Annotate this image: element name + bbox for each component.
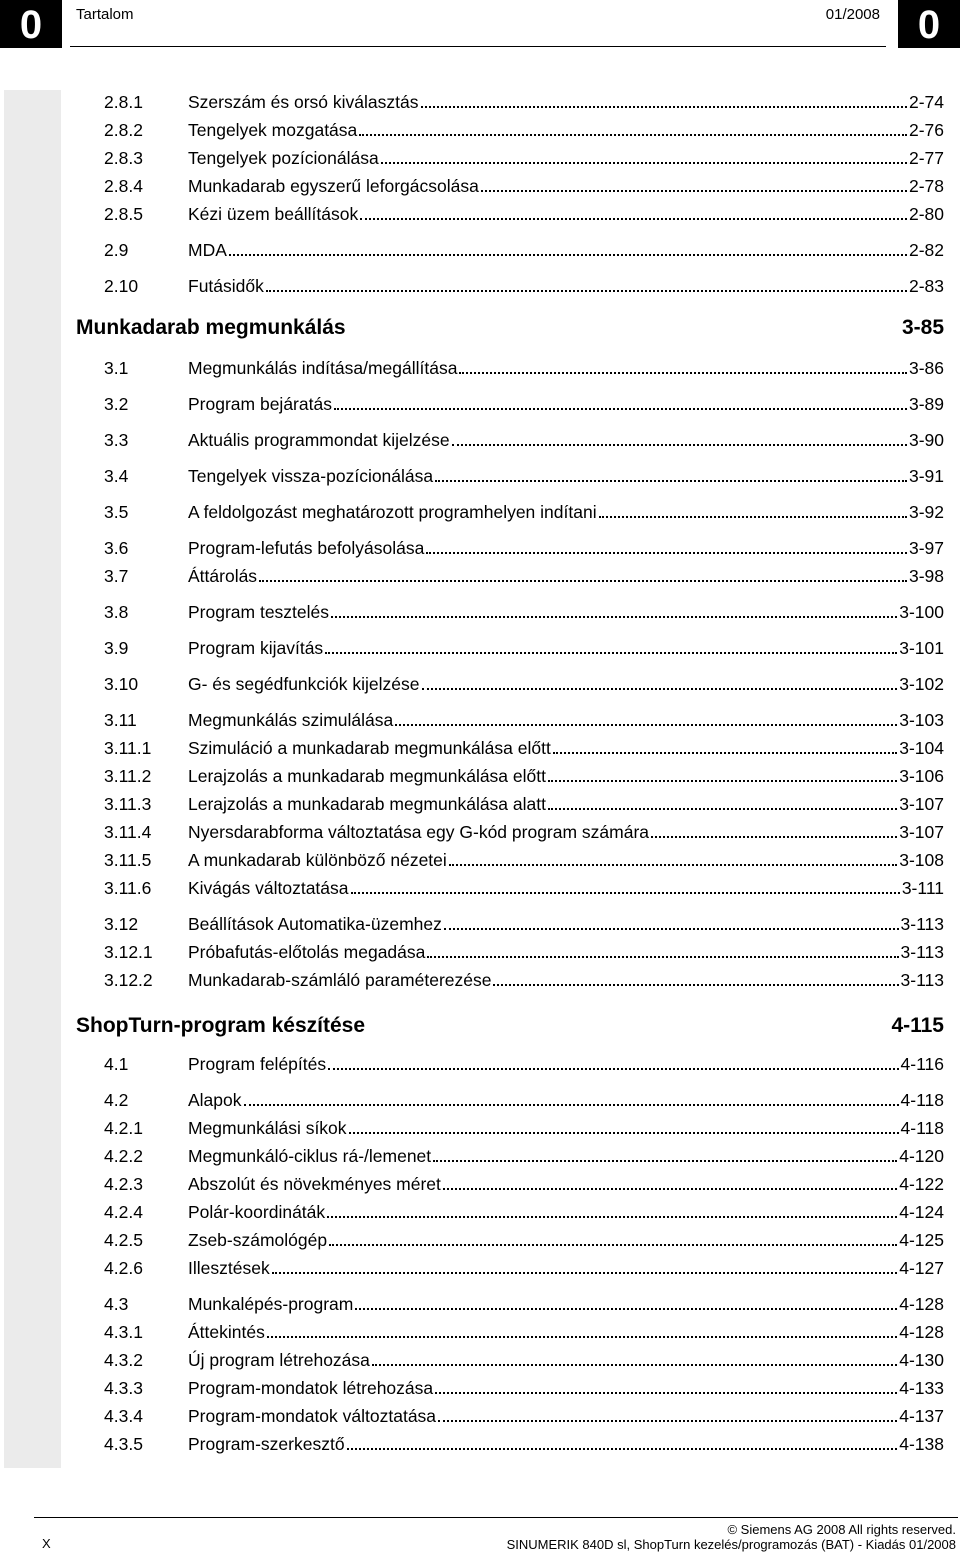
toc-entry[interactable]	[76, 1114, 944, 1142]
toc-entry-page: 3-101	[899, 638, 944, 658]
toc-entry-page: 3-102	[899, 674, 944, 694]
toc-entry-number: 3.11.2	[104, 766, 152, 786]
toc-entry-number: 3.12.2	[104, 970, 153, 990]
toc-entry-line	[188, 794, 944, 815]
toc-dot-leader	[493, 984, 898, 986]
toc-entry-page: 3-100	[899, 602, 944, 622]
toc-entry-line	[188, 1090, 944, 1111]
toc-entry-number: 3.6	[104, 538, 129, 558]
toc-entry-number: 2.8.5	[104, 204, 143, 224]
header-date: 01/2008	[825, 6, 880, 23]
toc-entry-title: Zseb-számológép	[188, 1230, 328, 1250]
toc-entry[interactable]	[76, 236, 944, 264]
toc-entry-line	[188, 822, 944, 843]
toc-entry-page: 4-116	[900, 1054, 944, 1074]
toc-entry-page: 4-130	[899, 1350, 944, 1370]
toc-entry-page: 4-125	[899, 1230, 944, 1250]
toc-entry-number: 2.8.4	[104, 176, 143, 196]
toc-entry-number: 4.2.2	[104, 1146, 143, 1166]
header-title: Tartalom	[76, 6, 134, 23]
toc-dot-leader	[272, 1272, 898, 1274]
toc-entry-page: 2-78	[908, 176, 944, 196]
toc-entry-number: 3.11.3	[104, 794, 152, 814]
toc-entry-line	[188, 850, 944, 871]
toc-entry-number: 3.1	[104, 358, 129, 378]
toc-entry-page: 3-108	[899, 850, 944, 870]
toc-entry-number: 4.3.4	[104, 1406, 143, 1426]
toc-entry[interactable]	[76, 1226, 944, 1254]
toc-entry[interactable]	[76, 1318, 944, 1346]
toc-dot-leader	[443, 1188, 897, 1190]
toc-dot-leader	[395, 724, 897, 726]
toc-entry[interactable]	[76, 938, 944, 966]
toc-entry-number: 2.8.2	[104, 120, 143, 140]
toc-entry-title: Program felépítés	[188, 1054, 327, 1074]
toc-entry-number: 4.3.2	[104, 1350, 143, 1370]
toc-entry[interactable]	[76, 562, 944, 590]
toc-entry-number: 2.8.1	[104, 92, 143, 112]
toc-entry-page: 3-107	[899, 794, 944, 814]
toc-entry-number: 3.11	[104, 710, 137, 730]
toc-dot-leader	[267, 1336, 897, 1338]
toc-entry-title: Alapok	[188, 1090, 242, 1110]
toc-entry-number: 3.12.1	[104, 942, 153, 962]
side-margin-bar	[4, 90, 61, 1468]
toc-entry-line	[188, 914, 944, 935]
toc-entry-page: 3-98	[908, 566, 944, 586]
toc-entry-line	[188, 92, 944, 113]
toc-entry-line	[188, 970, 944, 991]
toc-entry[interactable]	[76, 1290, 944, 1318]
toc-entry-line	[188, 1174, 944, 1195]
toc-entry-page: 2-83	[908, 276, 944, 296]
toc-entry-number: 4.3.3	[104, 1378, 143, 1398]
toc-entry[interactable]	[76, 1142, 944, 1170]
toc-entry-number: 3.7	[104, 566, 129, 586]
toc-entry-title: Program-mondatok változtatása	[188, 1406, 437, 1426]
toc-entry-line	[188, 1146, 944, 1167]
toc-entry-number: 3.11.4	[104, 822, 152, 842]
toc-dot-leader	[553, 752, 897, 754]
toc-entry-page: 4-118	[900, 1090, 944, 1110]
toc-entry-title: Program-lefutás befolyásolása	[188, 538, 425, 558]
toc-entry-line	[188, 502, 944, 523]
toc-entry-title: Tengelyek vissza-pozícionálása	[188, 466, 434, 486]
toc-entry[interactable]	[76, 846, 944, 874]
toc-entry-page: 3-89	[908, 394, 944, 414]
toc-entry-page: 2-76	[908, 120, 944, 140]
toc-entry[interactable]	[76, 426, 944, 454]
toc-entry[interactable]	[76, 116, 944, 144]
toc-entry[interactable]	[76, 706, 944, 734]
toc-entry-title: Szerszám és orsó kiválasztás	[188, 92, 419, 112]
toc-entry-page: 2-80	[908, 204, 944, 224]
toc-dot-leader	[422, 688, 898, 690]
toc-entry-title: Tengelyek pozícionálása	[188, 148, 379, 168]
toc-dot-leader	[449, 864, 897, 866]
toc-entry[interactable]	[76, 790, 944, 818]
toc-entry[interactable]	[76, 734, 944, 762]
toc-entry-number: 3.4	[104, 466, 129, 486]
toc-entry-title: Program-szerkesztő	[188, 1434, 345, 1454]
toc-entry-page: 3-111	[901, 878, 944, 898]
toc-entry[interactable]	[76, 818, 944, 846]
toc-entry-title: Illesztések	[188, 1258, 270, 1278]
toc-entry-line	[188, 1350, 944, 1371]
toc-chapter-heading[interactable]	[76, 1014, 944, 1038]
toc-entry-number: 3.9	[104, 638, 129, 658]
toc-entry-line	[188, 878, 944, 899]
toc-entry-title: Megmunkálás indítása/megállítása	[188, 358, 458, 378]
toc-entry[interactable]	[76, 1254, 944, 1282]
toc-entry-title: Megmunkáló-ciklus rá-/lemenet	[188, 1146, 432, 1166]
toc-entry-number: 3.8	[104, 602, 129, 622]
toc-entry[interactable]	[76, 670, 944, 698]
toc-dot-leader	[329, 1244, 897, 1246]
toc-dot-leader	[427, 956, 898, 958]
toc-entry[interactable]	[76, 498, 944, 526]
toc-dot-leader	[651, 836, 897, 838]
toc-entry-line	[188, 766, 944, 787]
toc-entry-number: 4.1	[104, 1054, 129, 1074]
toc-entry[interactable]	[76, 762, 944, 790]
toc-entry-page: 3-104	[899, 738, 944, 758]
toc-entry-title: Új program létrehozása	[188, 1350, 370, 1370]
toc-entry-page: 4-118	[900, 1118, 944, 1138]
toc-dot-leader	[327, 1216, 897, 1218]
toc-entry-page: 3-86	[908, 358, 944, 378]
toc-entry-number: 4.2.4	[104, 1202, 143, 1222]
toc-dot-leader	[331, 616, 897, 618]
toc-dot-leader	[433, 1160, 897, 1162]
toc-entry-line	[188, 1294, 944, 1315]
toc-dot-leader	[334, 408, 907, 410]
toc-entry-title: A feldolgozást meghatározott programhelyen indítani	[188, 502, 597, 522]
toc-entry-number: 3.2	[104, 394, 129, 414]
toc-entry-line	[188, 538, 944, 559]
toc-entry[interactable]	[76, 598, 944, 626]
toc-dot-leader	[328, 1068, 898, 1070]
toc-entry-number: 3.10	[104, 674, 139, 694]
toc-entry-page: 3-90	[908, 430, 944, 450]
toc-entry-title: A munkadarab különböző nézetei	[188, 850, 447, 870]
toc-entry-page: 3-92	[908, 502, 944, 522]
toc-entry-number: 3.3	[104, 430, 129, 450]
toc-dot-leader	[351, 892, 900, 894]
toc-entry[interactable]	[76, 874, 944, 902]
header-rule	[70, 46, 886, 47]
toc-entry[interactable]	[76, 1198, 944, 1226]
toc-dot-leader	[426, 552, 907, 554]
toc-dot-leader	[548, 780, 897, 782]
toc-entry-line	[188, 1118, 944, 1139]
toc-dot-leader	[381, 162, 907, 164]
toc-entry-number: 2.9	[104, 240, 129, 260]
toc-chapter-heading[interactable]	[76, 316, 944, 340]
toc-entry[interactable]	[76, 354, 944, 382]
toc-entry[interactable]	[76, 1430, 944, 1458]
toc-entry[interactable]	[76, 966, 944, 994]
toc-entry-title: Áttekintés	[188, 1322, 265, 1342]
toc-entry-line	[188, 674, 944, 695]
toc-entry-number: 3.12	[104, 914, 139, 934]
toc-entry-title: Beállítások Automatika-üzemhez	[188, 914, 442, 934]
toc-entry-number: 2.8.3	[104, 148, 143, 168]
toc-entry-number: 4.2	[104, 1090, 129, 1110]
toc-entry-line	[188, 276, 944, 297]
toc-entry-line	[188, 1434, 944, 1455]
toc-dot-leader	[325, 652, 897, 654]
toc-dot-leader	[347, 1448, 898, 1450]
toc-entry-title: Megmunkálási síkok	[188, 1118, 347, 1138]
toc-dot-leader	[359, 134, 907, 136]
toc-entry-number: 2.10	[104, 276, 139, 296]
toc-entry-title: Futásidők	[188, 276, 264, 296]
toc-dot-leader	[599, 516, 907, 518]
footer-rule	[34, 1517, 958, 1518]
toc-entry-title: Munkadarab-számláló paraméterezése	[188, 970, 492, 990]
toc-entry-title: MDA	[188, 240, 227, 260]
toc-dot-leader	[435, 480, 907, 482]
toc-entry-page: 2-82	[908, 240, 944, 260]
toc-entry-number: 4.2.3	[104, 1174, 143, 1194]
toc-entry-page: 3-113	[900, 970, 944, 990]
toc-entry-page: 4-128	[899, 1322, 944, 1342]
toc-entry-line	[188, 176, 944, 197]
toc-entry-line	[188, 1054, 944, 1075]
toc-entry-number: 4.3.5	[104, 1434, 143, 1454]
toc-entry[interactable]	[76, 1346, 944, 1374]
toc-dot-leader	[266, 290, 907, 292]
toc-entry-line	[188, 204, 944, 225]
toc-entry[interactable]	[76, 910, 944, 938]
toc-entry-title: Munkalépés-program	[188, 1294, 354, 1314]
toc-entry-page: 4-127	[899, 1258, 944, 1278]
toc-entry-number: 3.11.6	[104, 878, 152, 898]
toc-entry[interactable]	[76, 200, 944, 228]
toc-entry[interactable]	[76, 144, 944, 172]
toc-dot-leader	[459, 372, 907, 374]
toc-entry-number: 4.3	[104, 1294, 129, 1314]
toc-entry-title: Kivágás változtatása	[188, 878, 349, 898]
toc-entry-line	[188, 1202, 944, 1223]
toc-entry-line	[188, 942, 944, 963]
toc-entry-title: Program tesztelés	[188, 602, 330, 622]
toc-entry-line	[188, 148, 944, 169]
toc-entry[interactable]	[76, 1402, 944, 1430]
toc-entry-line	[188, 358, 944, 379]
toc-entry-page: 3-97	[908, 538, 944, 558]
toc-entry-line	[188, 738, 944, 759]
footer-copyright: © Siemens AG 2008 All rights reserved.	[727, 1522, 956, 1537]
toc-dot-leader	[244, 1104, 899, 1106]
toc-entry-page: 2-77	[908, 148, 944, 168]
toc-entry-title: Program-mondatok létrehozása	[188, 1378, 434, 1398]
toc-entry-page: 4-133	[899, 1378, 944, 1398]
toc-entry-number: 3.11.5	[104, 850, 152, 870]
toc-entry[interactable]	[76, 462, 944, 490]
toc-chapter-page: 4-115	[891, 1014, 944, 1037]
toc-chapter-title: ShopTurn-program készítése	[76, 1014, 365, 1037]
toc-entry-page: 4-128	[899, 1294, 944, 1314]
toc-entry-number: 4.3.1	[104, 1322, 143, 1342]
toc-entry-line	[188, 638, 944, 659]
toc-entry-page: 3-103	[899, 710, 944, 730]
chapter-number-box-left: 0	[0, 0, 62, 48]
toc-entry[interactable]	[76, 534, 944, 562]
footer-document-title: SINUMERIK 840D sl, ShopTurn kezelés/programozás (BAT) - Kiadás 01/2008	[506, 1537, 956, 1552]
toc-entry-line	[188, 1230, 944, 1251]
toc-entry-line	[188, 240, 944, 261]
toc-entry-title: Próbafutás-előtolás megadása	[188, 942, 426, 962]
toc-entry-line	[188, 466, 944, 487]
toc-entry-page: 3-107	[899, 822, 944, 842]
toc-entry-title: Szimuláció a munkadarab megmunkálása előtt	[188, 738, 551, 758]
toc-entry[interactable]	[76, 88, 944, 116]
toc-dot-leader	[435, 1392, 897, 1394]
toc-dot-leader	[372, 1364, 897, 1366]
toc-entry-title: Lerajzolás a munkadarab megmunkálása alatt	[188, 794, 546, 814]
toc-entry-title: Megmunkálás szimulálása	[188, 710, 394, 730]
toc-entry-page: 3-91	[908, 466, 944, 486]
toc-entry-title: Kézi üzem beállítások	[188, 204, 359, 224]
toc-dot-leader	[229, 254, 907, 256]
toc-entry-page: 3-106	[899, 766, 944, 786]
toc-entry-line	[188, 1378, 944, 1399]
toc-entry-line	[188, 602, 944, 623]
toc-entry-page: 3-113	[900, 942, 944, 962]
toc-entry[interactable]	[76, 1170, 944, 1198]
toc-entry-line	[188, 394, 944, 415]
toc-entry[interactable]	[76, 1050, 944, 1078]
toc-entry[interactable]	[76, 390, 944, 418]
toc-dot-leader	[438, 1420, 897, 1422]
toc-entry-title: Program bejáratás	[188, 394, 332, 414]
toc-entry-number: 3.11.1	[104, 738, 152, 758]
toc-entry[interactable]	[76, 1086, 944, 1114]
toc-chapter-title: Munkadarab megmunkálás	[76, 316, 346, 339]
toc-entry-title: Tengelyek mozgatása	[188, 120, 358, 140]
toc-entry-title: Lerajzolás a munkadarab megmunkálása előtt	[188, 766, 546, 786]
toc-entry-title: Nyersdarabforma változtatása egy G-kód program számára	[188, 822, 650, 842]
toc-entry-number: 4.2.5	[104, 1230, 143, 1250]
toc-entry-title: G- és segédfunkciók kijelzése	[188, 674, 420, 694]
toc-entry-page: 4-120	[899, 1146, 944, 1166]
toc-dot-leader	[481, 190, 907, 192]
toc-entry-number: 4.2.1	[104, 1118, 143, 1138]
toc-entry-page: 4-124	[899, 1202, 944, 1222]
toc-entry-line	[188, 430, 944, 451]
toc-entry-title: Abszolút és növekményes méret	[188, 1174, 441, 1194]
toc-entry-line	[188, 710, 944, 731]
toc-entry[interactable]	[76, 1374, 944, 1402]
toc-entry-page: 2-74	[908, 92, 944, 112]
footer-page-number: X	[42, 1536, 51, 1551]
chapter-number-box-right: 0	[898, 0, 960, 48]
toc-entry[interactable]	[76, 272, 944, 300]
toc-entry-line	[188, 120, 944, 141]
toc-dot-leader	[548, 808, 897, 810]
toc-entry-page: 4-138	[899, 1434, 944, 1454]
toc-entry-page: 3-113	[900, 914, 944, 934]
toc-entry-number: 4.2.6	[104, 1258, 143, 1278]
toc-entry[interactable]	[76, 634, 944, 662]
toc-entry-title: Áttárolás	[188, 566, 258, 586]
toc-dot-leader	[349, 1132, 899, 1134]
toc-entry-title: Program kijavítás	[188, 638, 324, 658]
toc-entry[interactable]	[76, 172, 944, 200]
toc-dot-leader	[452, 444, 907, 446]
toc-entry-line	[188, 566, 944, 587]
toc-chapter-page: 3-85	[901, 316, 944, 339]
toc-entry-page: 4-122	[899, 1174, 944, 1194]
toc-dot-leader	[421, 106, 907, 108]
toc-entry-line	[188, 1258, 944, 1279]
toc-entry-title: Aktuális programmondat kijelzése	[188, 430, 450, 450]
toc-entry-line	[188, 1406, 944, 1427]
toc-entry-title: Polár-koordináták	[188, 1202, 326, 1222]
toc-dot-leader	[444, 928, 899, 930]
toc-entry-page: 4-137	[899, 1406, 944, 1426]
toc-entry-number: 3.5	[104, 502, 129, 522]
toc-entry-line	[188, 1322, 944, 1343]
toc-dot-leader	[259, 580, 907, 582]
toc-entry-title: Munkadarab egyszerű leforgácsolása	[188, 176, 479, 196]
toc-dot-leader	[360, 218, 907, 220]
toc-dot-leader	[355, 1308, 897, 1310]
